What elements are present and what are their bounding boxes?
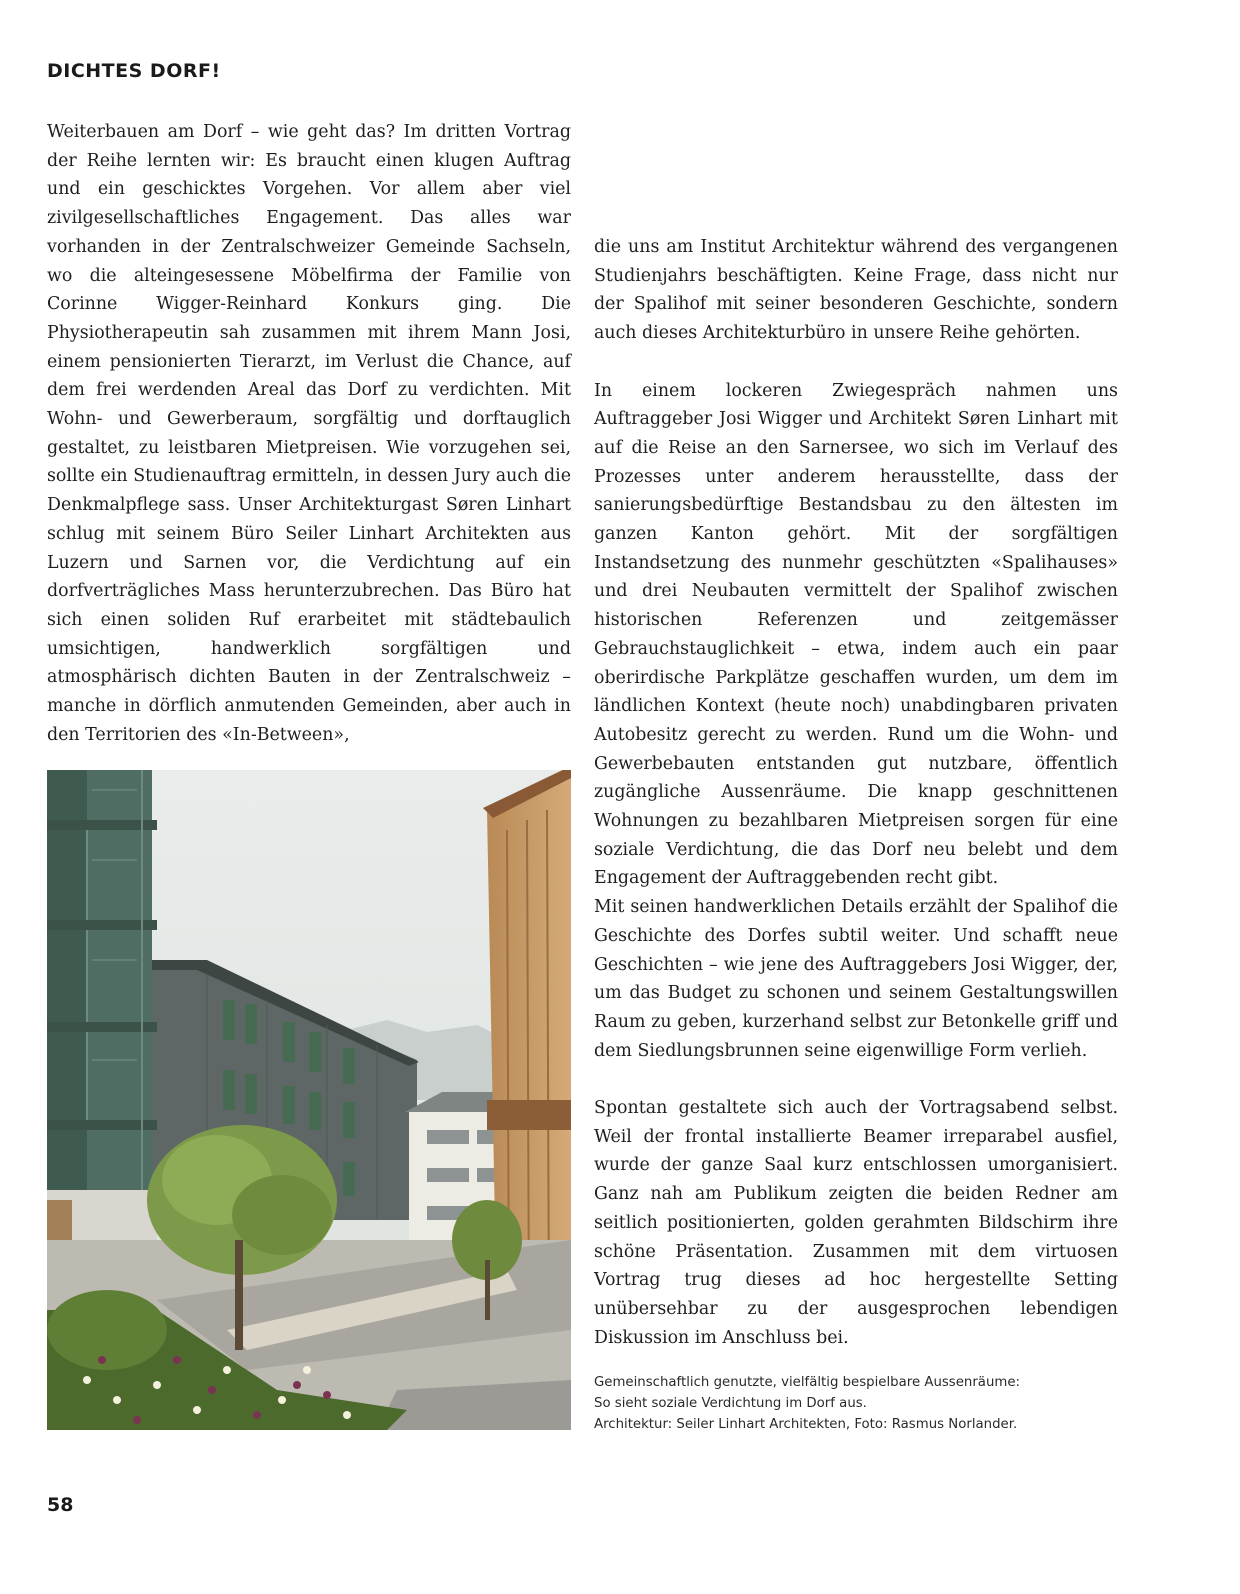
caption-line: Gemeinschaftlich genutzte, vielfältig bespielbare Aussenräume: <box>594 1375 1020 1390</box>
photo-caption <box>594 1372 1154 1435</box>
page-title: DICHTES DORF! <box>47 60 221 82</box>
article-paragraph: die uns am Institut Architektur während des vergangenen Studienjahrs beschäftigten. Keine Frage, dass nicht nur der Spalihof mit seiner besonderen Geschichte, sondern auch dieses Architekturbüro in unsere Reihe gehörten. <box>594 237 1118 344</box>
article-paragraph: Weiterbauen am Dorf – wie geht das? Im dritten Vortrag der Reihe lernten wir: Es braucht einen klugen Auftrag und ein geschicktes Vorgehen. Vor allem aber viel zivilgesellschaftliches Engagement. Das alles war vorhanden in der Zentralschweizer Gemeinde Sachseln, wo die alteingesessene Möbelfirma der Familie von Corinne Wigger-Reinhard Konkurs ging. Die Physiotherapeutin sah zusammen mit ihrem Mann Josi, einem pensionierten Tierarzt, im Verlust die Chance, auf dem frei werdenden Areal das Dorf zu verdichten. Mit Wohn- und Gewerberaum, sorgfältig und dorftauglich gestaltet, zu leistbaren Mietpreisen. Wie vorzugehen sei, sollte ein Studienauftrag ermitteln, in dessen Jury auch die Denkmalpflege sass. Unser Architekturgast Søren Linhart schlug mit seinem Büro Seiler Linhart Architekten aus Luzern und Sarnen vor, die Verdichtung auf ein dorfverträgliches Mass herunterzubrechen. Das Büro hat sich einen soliden Ruf erarbeitet mit städtebaulich umsichtigen, handwerklich sorgfältigen und atmosphärisch dichten Bauten in der Zentralschweiz – manche in dörflich anmutenden Gemeinden, aber auch in den Territorien des «In-Between», <box>47 122 571 745</box>
caption-line: Architektur: Seiler Linhart Architekten, Foto: Rasmus Norlander. <box>594 1417 1018 1432</box>
article-column-right <box>594 233 1118 1352</box>
page-number: 58 <box>47 1494 74 1516</box>
article-paragraph: In einem lockeren Zwiegespräch nahmen uns Auftraggeber Josi Wigger und Architekt Søren Linhart mit auf die Reise an den Sarnersee, wo sich im Verlauf des Prozesses unter anderem herausstellte, dass der sanierungsbedürftige Bestandsbau zu den ältesten im ganzen Kanton gehört. Mit der sorgfältigen Instandsetzung des nunmehr geschützten «Spalihauses» und drei Neubauten vermittelt der Spalihof zwischen historischen Referenzen und zeitgemässer Gebrauchstauglichkeit – etwa, indem auch ein paar oberirdische Parkplätze geschaffen wurden, um dem im ländlichen Kontext (heute noch) unabdingbaren privaten Autobesitz gerecht zu werden. Rund um die Wohn- und Gewerbebauten entstanden gut nutzbare, öffentlich zugängliche Aussenräume. Die knapp geschnittenen Wohnungen zu bezahlbaren Mietpreisen sorgen für eine soziale Verdichtung, die das Dorf neu belebt und dem Engagement der Auftraggebenden recht gibt. <box>594 380 1118 889</box>
article-column-left <box>47 118 571 749</box>
article-paragraph: Spontan gestaltete sich auch der Vortragsabend selbst. Weil der frontal installierte Beamer irreparabel ausfiel, wurde der ganze Saal kurz entschlossen umorganisiert. Ganz nah am Publikum zeigten die beiden Redner am seitlich positionierten, golden gerahmten Bildschirm ihre schöne Präsentation. Zusammen mit dem virtuosen Vortrag trug dieses ad hoc hergestellte Setting unübersehbar zu der ausgesprochen lebendigen Diskussion im Anschluss bei. <box>594 1098 1118 1348</box>
article-paragraph: Mit seinen handwerklichen Details erzählt der Spalihof die Geschichte des Dorfes subtil weiter. Und schafft neue Geschichten – wie jene des Auftraggebers Josi Wigger, der, um das Budget zu schonen und seinem Gestaltungswillen Raum zu geben, kurzerhand selbst zur Betonkelle griff und dem Siedlungsbrunnen seine eigenwillige Form verlieh. <box>594 897 1118 1061</box>
article-photo <box>47 770 571 1430</box>
caption-line: So sieht soziale Verdichtung im Dorf aus. <box>594 1396 867 1411</box>
